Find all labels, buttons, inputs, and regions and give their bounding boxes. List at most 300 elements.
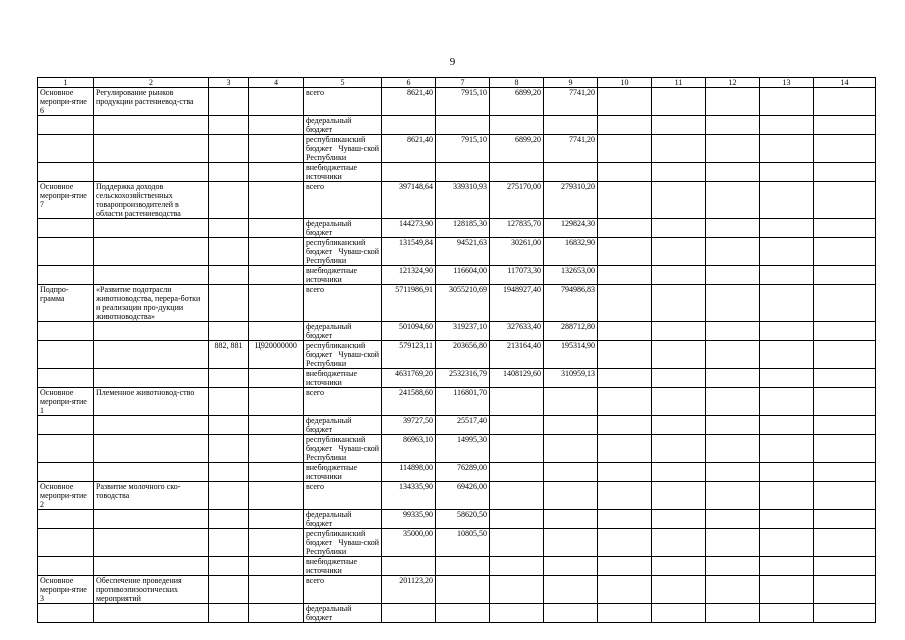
funding-source-cell: внебюджетные источники	[304, 463, 382, 482]
empty-year-cell	[706, 341, 760, 369]
empty-year-cell	[706, 238, 760, 266]
table-row	[38, 285, 876, 322]
amount-cell: 1408129,60	[490, 369, 544, 388]
empty-year-cell	[760, 135, 814, 163]
amount-cell: 14995,30	[436, 435, 490, 463]
grbs-code-cell	[209, 285, 249, 322]
activity-description-cell: Поддержка доходов сельскохозяйственных товаропроизводителей в области растениеводства	[94, 182, 209, 219]
empty-year-cell	[760, 576, 814, 604]
empty-year-cell	[760, 388, 814, 416]
empty-year-cell	[652, 604, 706, 623]
amount-cell	[436, 116, 490, 135]
amount-cell	[490, 482, 544, 510]
activity-type-cell	[38, 416, 94, 435]
amount-cell: 397148,64	[382, 182, 436, 219]
budget-code-cell	[249, 238, 304, 266]
empty-year-cell	[598, 163, 652, 182]
amount-cell: 241588,60	[382, 388, 436, 416]
activity-type-cell: Основное меропри-ятие 2	[38, 482, 94, 510]
activity-description-cell	[94, 463, 209, 482]
amount-cell	[544, 463, 598, 482]
activity-type-cell: Основное меропри-ятие 3	[38, 576, 94, 604]
amount-cell: 132653,00	[544, 266, 598, 285]
empty-year-cell	[652, 463, 706, 482]
amount-cell	[436, 604, 490, 623]
empty-year-cell	[760, 510, 814, 529]
empty-year-cell	[598, 510, 652, 529]
empty-year-cell	[598, 576, 652, 604]
activity-type-cell	[38, 529, 94, 557]
amount-cell: 8621,40	[382, 135, 436, 163]
amount-cell	[490, 163, 544, 182]
amount-cell	[544, 510, 598, 529]
funding-source-cell: федеральный бюджет	[304, 416, 382, 435]
activity-description-cell	[94, 163, 209, 182]
amount-cell	[544, 482, 598, 510]
budget-code-cell	[249, 266, 304, 285]
empty-year-cell	[706, 163, 760, 182]
amount-cell	[382, 604, 436, 623]
funding-source-cell: республиканский бюджет Чуваш-ской Республики	[304, 135, 382, 163]
empty-year-cell	[652, 482, 706, 510]
empty-year-cell	[652, 219, 706, 238]
table-row	[38, 322, 876, 341]
table-row	[38, 463, 876, 482]
funding-source-cell: федеральный бюджет	[304, 322, 382, 341]
activity-description-cell	[94, 529, 209, 557]
budget-code-cell	[249, 322, 304, 341]
empty-year-cell	[760, 604, 814, 623]
activity-description-cell	[94, 219, 209, 238]
funding-source-cell: республиканский бюджет Чуваш-ской Республики	[304, 341, 382, 369]
empty-year-cell	[706, 463, 760, 482]
column-number-header: 3	[209, 78, 249, 88]
amount-cell: 131549,84	[382, 238, 436, 266]
amount-cell: 319237,10	[436, 322, 490, 341]
empty-year-cell	[598, 322, 652, 341]
empty-year-cell	[814, 219, 876, 238]
empty-year-cell	[706, 369, 760, 388]
column-number-header: 11	[652, 78, 706, 88]
amount-cell: 275170,00	[490, 182, 544, 219]
empty-year-cell	[760, 482, 814, 510]
amount-cell	[490, 416, 544, 435]
empty-year-cell	[706, 322, 760, 341]
budget-code-cell	[249, 557, 304, 576]
amount-cell	[490, 463, 544, 482]
table-row	[38, 604, 876, 623]
budget-code-cell	[249, 285, 304, 322]
empty-year-cell	[598, 529, 652, 557]
amount-cell: 7741,20	[544, 135, 598, 163]
grbs-code-cell	[209, 163, 249, 182]
activity-type-cell	[38, 116, 94, 135]
empty-year-cell	[814, 463, 876, 482]
activity-description-cell: «Развитие подотрасли животноводства, перера-ботки и реализации про-дукции животноводства»	[94, 285, 209, 322]
empty-year-cell	[598, 416, 652, 435]
empty-year-cell	[760, 341, 814, 369]
grbs-code-cell	[209, 116, 249, 135]
empty-year-cell	[814, 482, 876, 510]
table-row	[38, 341, 876, 369]
amount-cell: 327633,40	[490, 322, 544, 341]
empty-year-cell	[598, 238, 652, 266]
empty-year-cell	[598, 388, 652, 416]
empty-year-cell	[652, 435, 706, 463]
grbs-code-cell	[209, 219, 249, 238]
table-row	[38, 510, 876, 529]
funding-source-cell: всего	[304, 182, 382, 219]
amount-cell: 7741,20	[544, 88, 598, 116]
grbs-code-cell	[209, 463, 249, 482]
budget-code-cell	[249, 163, 304, 182]
empty-year-cell	[760, 369, 814, 388]
amount-cell: 794986,83	[544, 285, 598, 322]
header-row	[38, 78, 876, 88]
empty-year-cell	[652, 510, 706, 529]
amount-cell: 201123,20	[382, 576, 436, 604]
activity-type-cell	[38, 435, 94, 463]
table-row	[38, 219, 876, 238]
activity-type-cell: Подпро-грамма	[38, 285, 94, 322]
grbs-code-cell	[209, 604, 249, 623]
amount-cell: 94521,63	[436, 238, 490, 266]
amount-cell: 39727,50	[382, 416, 436, 435]
empty-year-cell	[706, 285, 760, 322]
column-number-header: 2	[94, 78, 209, 88]
amount-cell	[490, 435, 544, 463]
amount-cell	[544, 416, 598, 435]
empty-year-cell	[760, 463, 814, 482]
budget-code-cell	[249, 529, 304, 557]
empty-year-cell	[814, 135, 876, 163]
empty-year-cell	[652, 285, 706, 322]
empty-year-cell	[760, 88, 814, 116]
amount-cell: 7915,10	[436, 88, 490, 116]
page-number: 9	[449, 56, 456, 68]
amount-cell: 5711986,91	[382, 285, 436, 322]
amount-cell: 7915,10	[436, 135, 490, 163]
column-number-header: 4	[249, 78, 304, 88]
amount-cell	[490, 604, 544, 623]
activity-description-cell	[94, 369, 209, 388]
column-number-header: 9	[544, 78, 598, 88]
amount-cell: 134335,90	[382, 482, 436, 510]
empty-year-cell	[814, 510, 876, 529]
empty-year-cell	[814, 266, 876, 285]
budget-code-cell	[249, 219, 304, 238]
empty-year-cell	[652, 266, 706, 285]
activity-type-cell	[38, 219, 94, 238]
empty-year-cell	[598, 135, 652, 163]
amount-cell	[490, 576, 544, 604]
amount-cell: 310959,13	[544, 369, 598, 388]
amount-cell: 2532316,79	[436, 369, 490, 388]
activity-description-cell	[94, 238, 209, 266]
funding-source-cell: всего	[304, 482, 382, 510]
activity-description-cell	[94, 510, 209, 529]
budget-code-cell	[249, 435, 304, 463]
grbs-code-cell	[209, 576, 249, 604]
empty-year-cell	[706, 576, 760, 604]
funding-source-cell: федеральный бюджет	[304, 116, 382, 135]
funding-source-cell: внебюджетные источники	[304, 163, 382, 182]
empty-year-cell	[814, 557, 876, 576]
activity-description-cell	[94, 435, 209, 463]
empty-year-cell	[598, 266, 652, 285]
table-row	[38, 116, 876, 135]
amount-cell: 579123,11	[382, 341, 436, 369]
amount-cell	[544, 604, 598, 623]
activity-type-cell	[38, 604, 94, 623]
empty-year-cell	[598, 88, 652, 116]
table-row	[38, 388, 876, 416]
empty-year-cell	[760, 238, 814, 266]
table-row	[38, 163, 876, 182]
grbs-code-cell	[209, 266, 249, 285]
column-number-header: 10	[598, 78, 652, 88]
budget-code-cell	[249, 604, 304, 623]
empty-year-cell	[598, 557, 652, 576]
amount-cell	[544, 388, 598, 416]
empty-year-cell	[706, 482, 760, 510]
activity-description-cell	[94, 135, 209, 163]
amount-cell: 86963,10	[382, 435, 436, 463]
activity-description-cell	[94, 116, 209, 135]
amount-cell	[382, 557, 436, 576]
empty-year-cell	[814, 116, 876, 135]
empty-year-cell	[652, 576, 706, 604]
empty-year-cell	[814, 576, 876, 604]
empty-year-cell	[760, 285, 814, 322]
funding-source-cell: всего	[304, 285, 382, 322]
activity-description-cell	[94, 322, 209, 341]
activity-type-cell	[38, 238, 94, 266]
empty-year-cell	[652, 135, 706, 163]
amount-cell: 99335,90	[382, 510, 436, 529]
budget-code-cell	[249, 416, 304, 435]
empty-year-cell	[706, 388, 760, 416]
amount-cell	[544, 529, 598, 557]
activity-type-cell	[38, 135, 94, 163]
budget-code-cell	[249, 182, 304, 219]
empty-year-cell	[598, 369, 652, 388]
budget-code-cell	[249, 388, 304, 416]
empty-year-cell	[706, 135, 760, 163]
empty-year-cell	[652, 341, 706, 369]
empty-year-cell	[814, 529, 876, 557]
amount-cell	[490, 388, 544, 416]
budget-code-cell: Ц920000000	[249, 341, 304, 369]
amount-cell: 213164,40	[490, 341, 544, 369]
amount-cell: 339310,93	[436, 182, 490, 219]
empty-year-cell	[706, 182, 760, 219]
activity-description-cell	[94, 604, 209, 623]
funding-source-cell: внебюджетные источники	[304, 266, 382, 285]
funding-source-cell: республиканский бюджет Чуваш-ской Республики	[304, 529, 382, 557]
column-number-header: 14	[814, 78, 876, 88]
amount-cell	[436, 557, 490, 576]
budget-code-cell	[249, 116, 304, 135]
table-row	[38, 435, 876, 463]
funding-source-cell: федеральный бюджет	[304, 219, 382, 238]
amount-cell: 8621,40	[382, 88, 436, 116]
amount-cell	[544, 557, 598, 576]
amount-cell	[490, 510, 544, 529]
amount-cell: 288712,80	[544, 322, 598, 341]
activity-type-cell: Основное меропри-ятие 1	[38, 388, 94, 416]
activity-description-cell	[94, 266, 209, 285]
empty-year-cell	[652, 322, 706, 341]
amount-cell: 6899,20	[490, 135, 544, 163]
amount-cell	[436, 576, 490, 604]
empty-year-cell	[814, 416, 876, 435]
empty-year-cell	[706, 604, 760, 623]
empty-year-cell	[652, 182, 706, 219]
amount-cell	[382, 163, 436, 182]
amount-cell: 129824,30	[544, 219, 598, 238]
empty-year-cell	[652, 369, 706, 388]
amount-cell	[544, 576, 598, 604]
column-number-header: 6	[382, 78, 436, 88]
column-number-header: 7	[436, 78, 490, 88]
amount-cell: 114898,00	[382, 463, 436, 482]
activity-description-cell: Регулирование рынков продукции растениевод-ства	[94, 88, 209, 116]
grbs-code-cell	[209, 369, 249, 388]
grbs-code-cell	[209, 88, 249, 116]
amount-cell: 4631769,20	[382, 369, 436, 388]
activity-description-cell: Обеспечение проведения противоэпизоотических мероприятий	[94, 576, 209, 604]
empty-year-cell	[652, 163, 706, 182]
empty-year-cell	[706, 529, 760, 557]
funding-source-cell: внебюджетные источники	[304, 557, 382, 576]
empty-year-cell	[814, 435, 876, 463]
activity-description-cell: Развитие молочного ско-товодства	[94, 482, 209, 510]
column-number-header: 1	[38, 78, 94, 88]
amount-cell: 116801,70	[436, 388, 490, 416]
empty-year-cell	[760, 266, 814, 285]
table-row	[38, 576, 876, 604]
empty-year-cell	[652, 416, 706, 435]
empty-year-cell	[760, 557, 814, 576]
table-row	[38, 482, 876, 510]
activity-type-cell	[38, 557, 94, 576]
empty-year-cell	[598, 285, 652, 322]
amount-cell: 58620,50	[436, 510, 490, 529]
amount-cell: 127835,70	[490, 219, 544, 238]
amount-cell: 195314,90	[544, 341, 598, 369]
budget-code-cell	[249, 369, 304, 388]
empty-year-cell	[814, 285, 876, 322]
budget-code-cell	[249, 463, 304, 482]
empty-year-cell	[706, 88, 760, 116]
grbs-code-cell	[209, 557, 249, 576]
funding-source-cell: республиканский бюджет Чуваш-ской Республики	[304, 238, 382, 266]
activity-type-cell: Основное меропри-ятие 6	[38, 88, 94, 116]
empty-year-cell	[760, 435, 814, 463]
grbs-code-cell	[209, 510, 249, 529]
amount-cell: 144273,90	[382, 219, 436, 238]
empty-year-cell	[598, 604, 652, 623]
empty-year-cell	[652, 557, 706, 576]
empty-year-cell	[760, 529, 814, 557]
amount-cell	[544, 163, 598, 182]
budget-code-cell	[249, 135, 304, 163]
empty-year-cell	[814, 238, 876, 266]
amount-cell: 116604,00	[436, 266, 490, 285]
amount-cell	[382, 116, 436, 135]
amount-cell	[490, 557, 544, 576]
funding-source-cell: республиканский бюджет Чуваш-ской Республики	[304, 435, 382, 463]
activity-type-cell	[38, 510, 94, 529]
empty-year-cell	[814, 322, 876, 341]
empty-year-cell	[652, 388, 706, 416]
activity-type-cell	[38, 463, 94, 482]
empty-year-cell	[706, 416, 760, 435]
column-number-header: 12	[706, 78, 760, 88]
table-row	[38, 88, 876, 116]
amount-cell: 30261,00	[490, 238, 544, 266]
empty-year-cell	[814, 163, 876, 182]
table-row	[38, 416, 876, 435]
empty-year-cell	[814, 388, 876, 416]
table-row	[38, 135, 876, 163]
funding-source-cell: всего	[304, 88, 382, 116]
empty-year-cell	[652, 88, 706, 116]
grbs-code-cell	[209, 388, 249, 416]
empty-year-cell	[760, 416, 814, 435]
funding-source-cell: всего	[304, 388, 382, 416]
grbs-code-cell	[209, 435, 249, 463]
column-number-header: 13	[760, 78, 814, 88]
activity-type-cell: Основное меропри-ятие 7	[38, 182, 94, 219]
budget-code-cell	[249, 576, 304, 604]
amount-cell: 1948927,40	[490, 285, 544, 322]
amount-cell: 3055210,69	[436, 285, 490, 322]
amount-cell: 35000,00	[382, 529, 436, 557]
activity-description-cell	[94, 416, 209, 435]
table-row	[38, 266, 876, 285]
grbs-code-cell	[209, 416, 249, 435]
grbs-code-cell	[209, 482, 249, 510]
grbs-code-cell	[209, 529, 249, 557]
empty-year-cell	[652, 116, 706, 135]
table-row	[38, 557, 876, 576]
funding-source-cell: федеральный бюджет	[304, 604, 382, 623]
empty-year-cell	[706, 266, 760, 285]
activity-description-cell	[94, 341, 209, 369]
amount-cell: 279310,20	[544, 182, 598, 219]
activity-type-cell	[38, 266, 94, 285]
empty-year-cell	[760, 322, 814, 341]
table-row	[38, 369, 876, 388]
amount-cell: 117073,30	[490, 266, 544, 285]
activity-type-cell	[38, 163, 94, 182]
empty-year-cell	[706, 219, 760, 238]
empty-year-cell	[814, 369, 876, 388]
empty-year-cell	[706, 510, 760, 529]
grbs-code-cell	[209, 182, 249, 219]
amount-cell: 121324,90	[382, 266, 436, 285]
empty-year-cell	[760, 116, 814, 135]
amount-cell: 128185,30	[436, 219, 490, 238]
grbs-code-cell	[209, 322, 249, 341]
budget-code-cell	[249, 510, 304, 529]
budget-code-cell	[249, 482, 304, 510]
amount-cell: 69426,00	[436, 482, 490, 510]
amount-cell	[544, 116, 598, 135]
activity-description-cell: Племенное животновод-ство	[94, 388, 209, 416]
